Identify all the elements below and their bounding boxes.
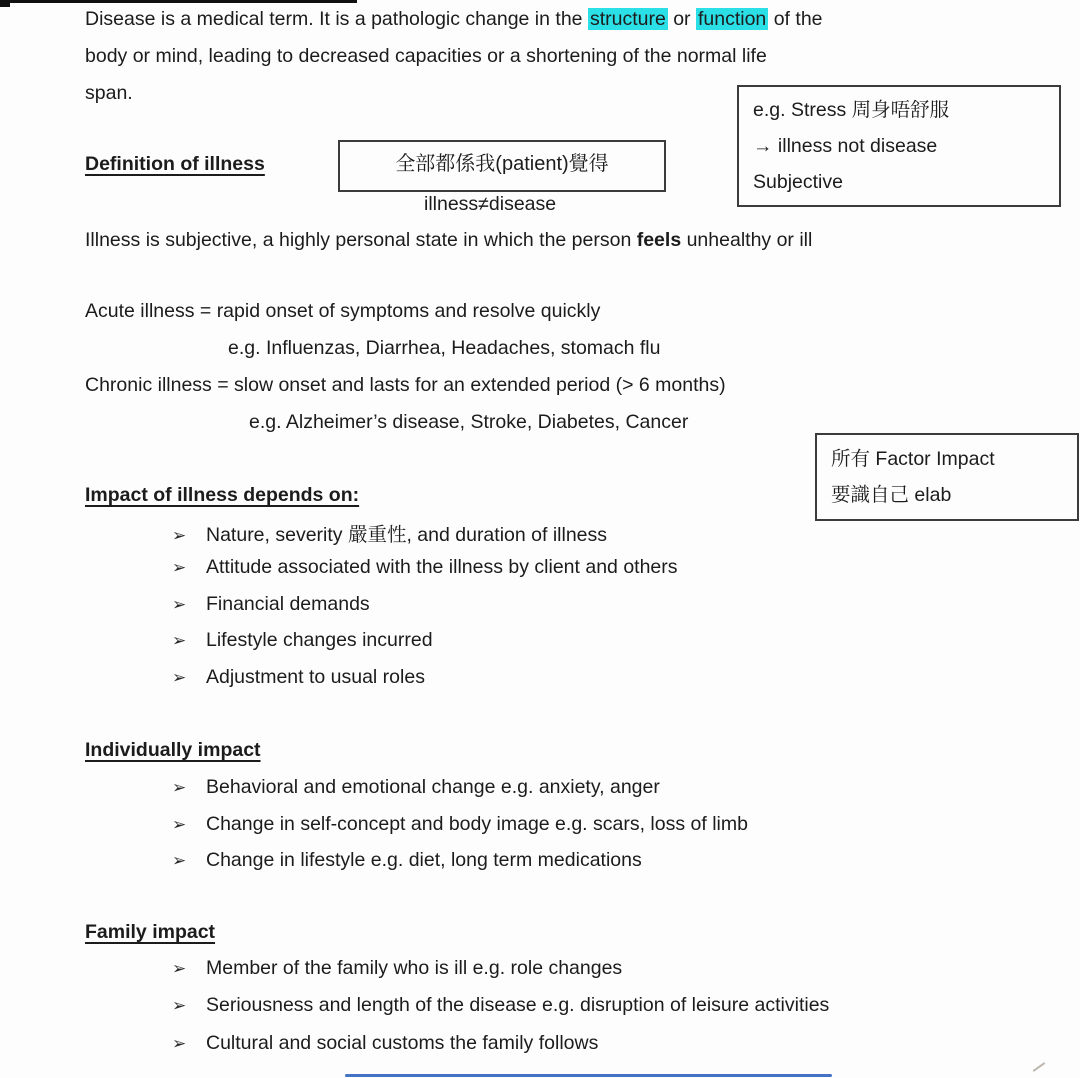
definition-heading: Definition of illness	[85, 153, 265, 175]
acute-example: e.g. Influenzas, Diarrhea, Headaches, stomach flu	[228, 337, 661, 359]
stress-note-line-2: → illness not disease	[753, 135, 938, 157]
factor-note-box	[815, 433, 1079, 521]
bullet-arrow-icon: ➢	[172, 526, 187, 545]
impact-bullet-2-text: Attitude associated with the illness by client and others	[206, 556, 678, 578]
bullet-arrow-icon: ➢	[172, 778, 187, 797]
intro-text-1a: Disease is a medical term. It is a pathologic change in the	[85, 8, 588, 30]
family-heading: Family impact	[85, 921, 216, 943]
bullet-arrow-icon: ➢	[172, 1034, 187, 1053]
bullet-arrow-icon: ➢	[172, 815, 187, 834]
impact-bullet-3-text: Financial demands	[206, 593, 370, 615]
intro-line-1	[85, 8, 823, 31]
pen-mark	[1033, 1062, 1046, 1072]
bullet-arrow-icon: ➢	[172, 631, 187, 650]
subjective-text-c: unhealthy or ill	[681, 229, 813, 251]
individual-bullet-2-text: Change in self-concept and body image e.g. scars, loss of limb	[206, 813, 748, 835]
impact-bullet-4	[172, 629, 433, 652]
stress-note-line-1: e.g. Stress 周身唔舒服	[753, 99, 950, 121]
subjective-line	[85, 229, 812, 252]
intro-line-3: span.	[85, 82, 133, 104]
individual-bullet-2	[172, 813, 748, 836]
top-edge-scan-line	[0, 0, 357, 3]
impact-bullet-1	[172, 519, 607, 547]
impact-bullet-5-text: Adjustment to usual roles	[206, 666, 425, 688]
individual-bullet-3	[172, 849, 642, 872]
stress-note-box	[737, 85, 1061, 207]
chronic-example: e.g. Alzheimer’s disease, Stroke, Diabetes, Cancer	[249, 411, 689, 433]
family-bullet-3	[172, 1032, 598, 1055]
impact-heading: Impact of illness depends on:	[85, 484, 360, 506]
intro-line-2: body or mind, leading to decreased capacities or a shortening of the normal life	[85, 45, 767, 67]
individual-heading: Individually impact	[85, 739, 261, 761]
bullet-arrow-icon: ➢	[172, 595, 187, 614]
individual-bullet-3-text: Change in lifestyle e.g. diet, long term medications	[206, 849, 642, 871]
subjective-text-a: Illness is subjective, a highly personal state in which the person	[85, 229, 637, 251]
family-bullet-2-text: Seriousness and length of the disease e.g. disruption of leisure activities	[206, 994, 830, 1016]
bullet-arrow-icon: ➢	[172, 851, 187, 870]
acute-line: Acute illness = rapid onset of symptoms and resolve quickly	[85, 300, 601, 322]
factor-note-line-2: 要識自己 elab	[831, 484, 952, 506]
individual-bullet-1-text: Behavioral and emotional change e.g. anxiety, anger	[206, 776, 660, 798]
impact-bullet-4-text: Lifestyle changes incurred	[206, 629, 433, 651]
factor-note-line-1: 所有 Factor Impact	[831, 448, 995, 470]
impact-bullet-3	[172, 593, 370, 616]
blue-progress-line	[345, 1074, 832, 1077]
family-bullet-1-text: Member of the family who is ill e.g. role changes	[206, 957, 623, 979]
impact-bullet-5	[172, 666, 425, 689]
stress-note-line-3: Subjective	[753, 171, 843, 193]
bullet-arrow-icon: ➢	[172, 959, 187, 978]
individual-bullet-1	[172, 776, 660, 799]
family-bullet-3-text: Cultural and social customs the family follows	[206, 1032, 599, 1054]
chronic-line: Chronic illness = slow onset and lasts for an extended period (> 6 months)	[85, 374, 726, 396]
highlight-structure: structure	[589, 8, 666, 30]
bullet-arrow-icon: ➢	[172, 668, 187, 687]
impact-bullet-2	[172, 556, 678, 579]
patient-note-box: 全部都係我(patient)覺得	[338, 140, 666, 192]
family-bullet-1	[172, 957, 622, 980]
intro-text-1c: of the	[768, 8, 823, 30]
top-left-corner-mark	[0, 0, 10, 7]
inequality-note: illness≠disease	[424, 193, 557, 215]
intro-text-1b: or	[667, 8, 696, 30]
family-bullet-2	[172, 994, 829, 1017]
impact-bullet-1-text: Nature, severity 嚴重性, and duration of illness	[206, 524, 608, 546]
subjective-bold-feels: feels	[636, 229, 682, 251]
bullet-arrow-icon: ➢	[172, 558, 187, 577]
highlight-function: function	[697, 8, 767, 30]
bullet-arrow-icon: ➢	[172, 996, 187, 1015]
